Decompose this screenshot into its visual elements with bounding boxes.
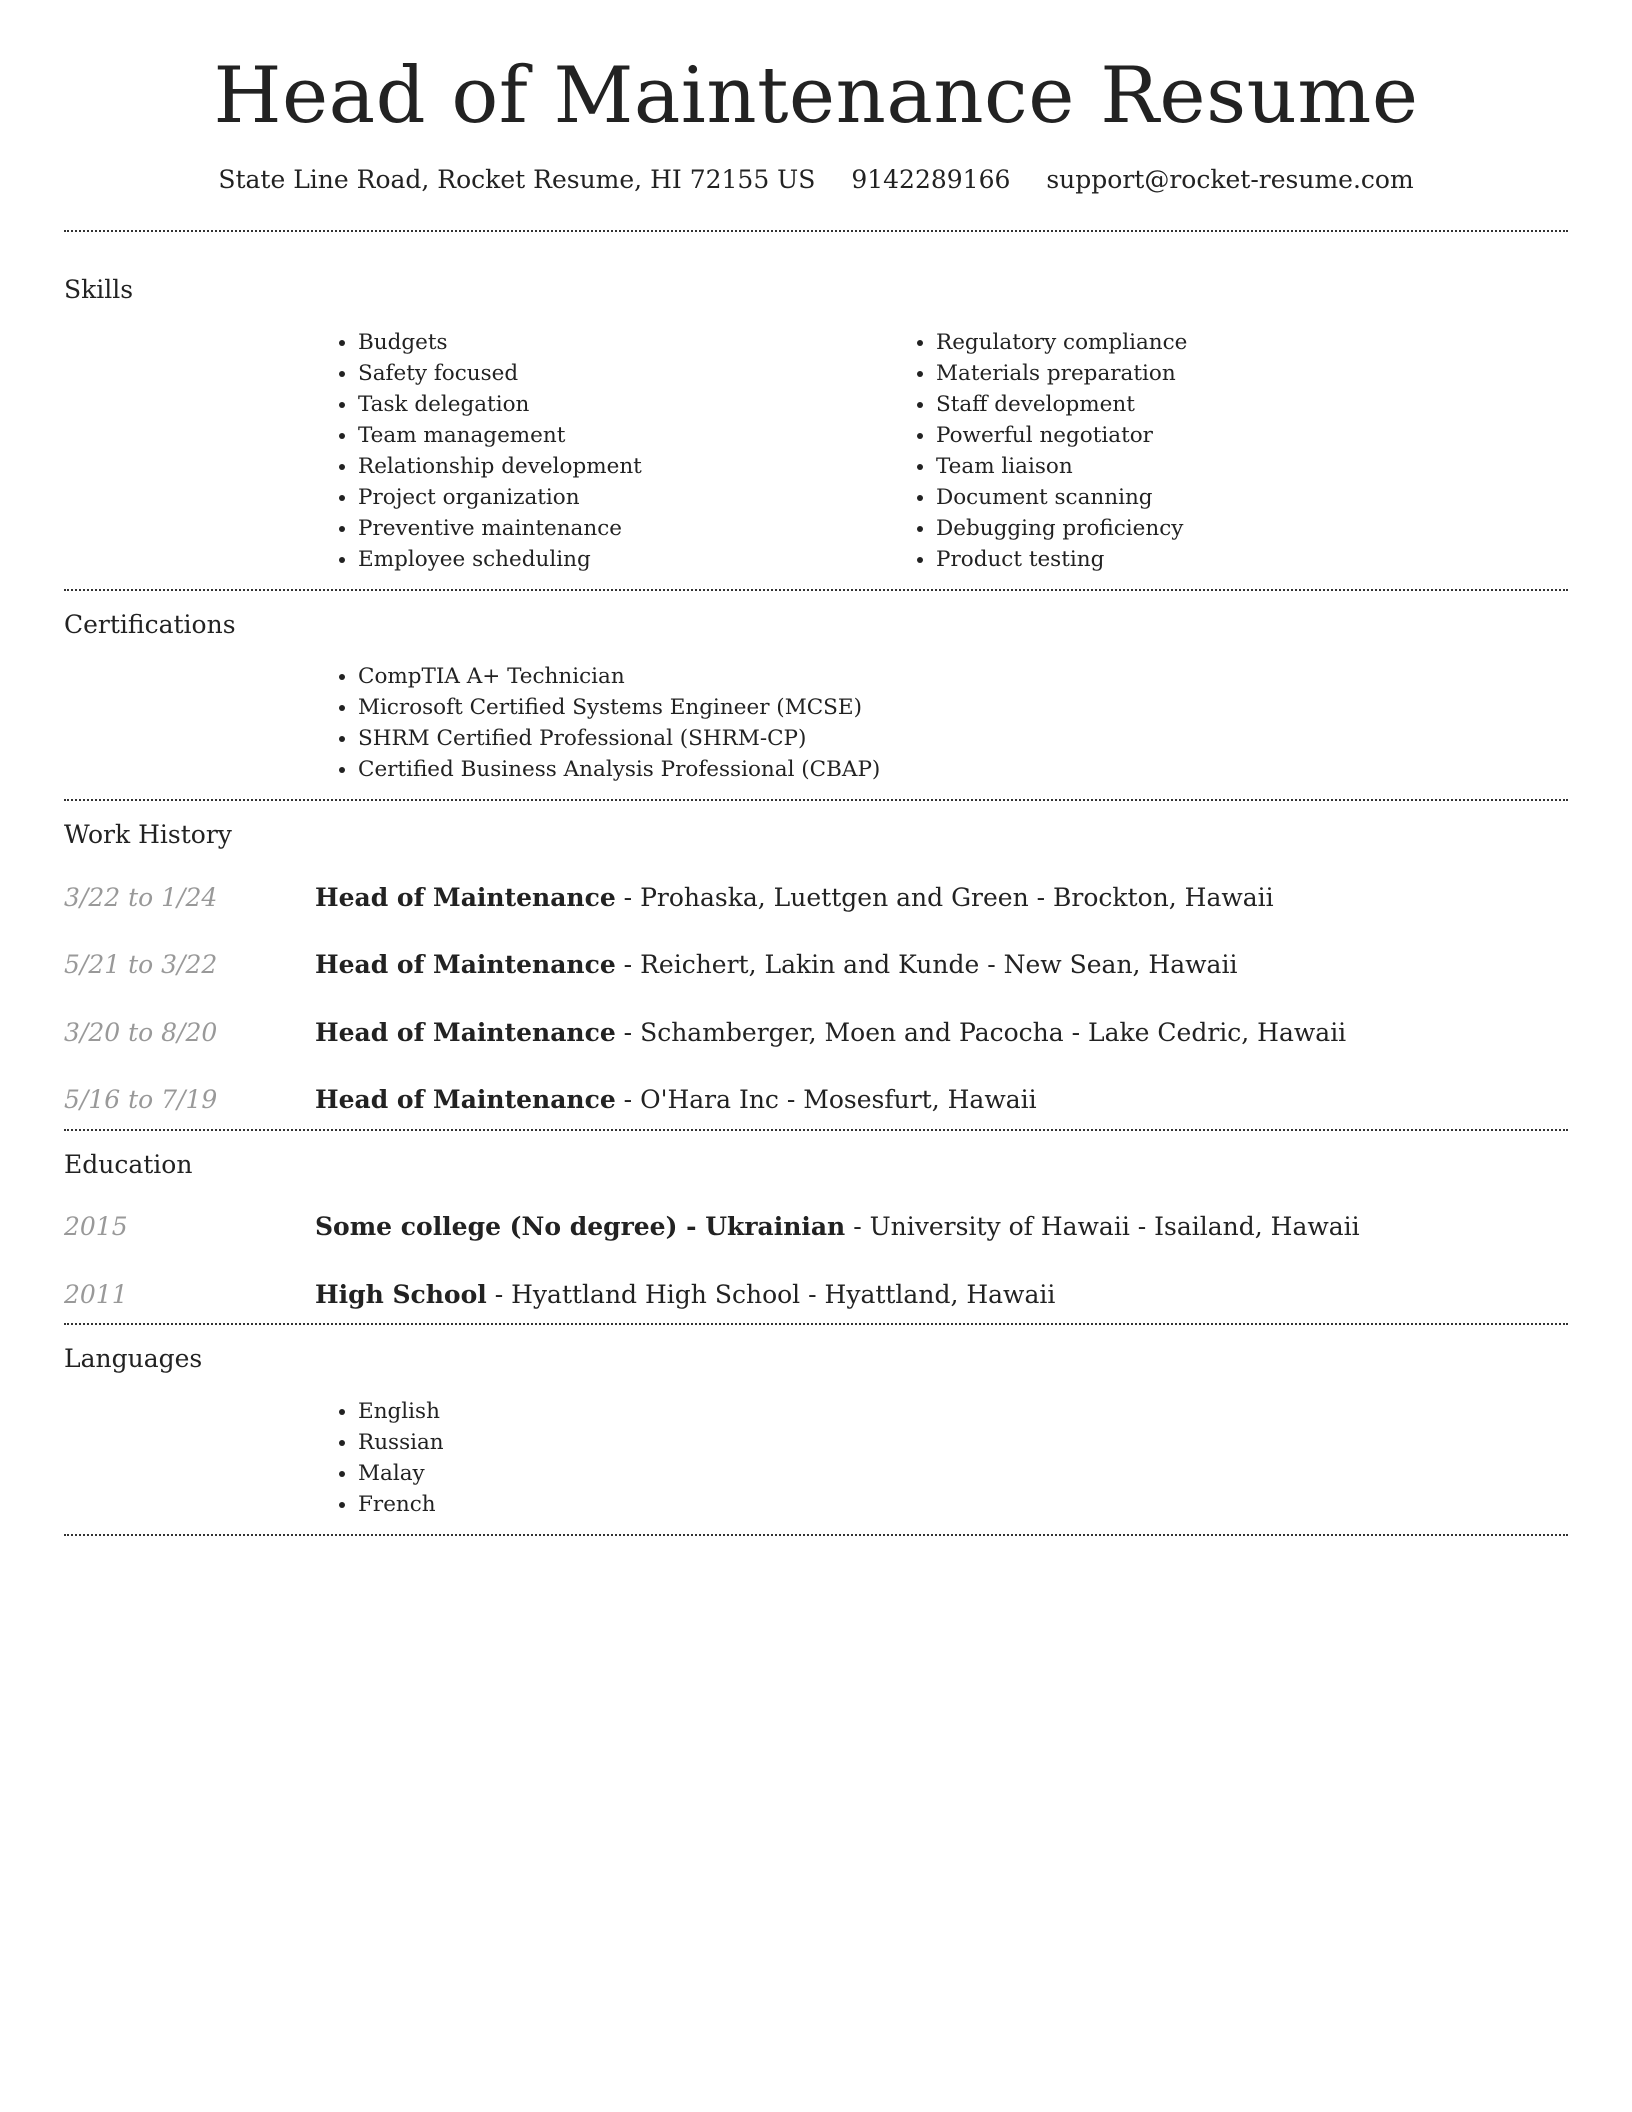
skill-item: • Project organization: [358, 482, 816, 513]
certifications-block: [64, 641, 1568, 799]
languages-block: [64, 1376, 1568, 1534]
skills-column-left: [64, 327, 816, 575]
education-year: 2011: [64, 1279, 128, 1309]
skill-item: • Preventive maintenance: [358, 513, 816, 544]
divider: [64, 1534, 1568, 1536]
skill-item: • Budgets: [358, 327, 816, 358]
certifications-list: [64, 661, 1568, 785]
skill-item: • Powerful negotiator: [936, 420, 1568, 451]
work-dates: 5/16 to 7/19: [64, 1085, 218, 1115]
contact-line: [64, 164, 1568, 197]
page-title: Head of Maintenance Resume: [213, 51, 1419, 141]
education-description: [315, 1279, 1055, 1312]
work-description: [315, 882, 1274, 915]
skills-column-right: [816, 327, 1568, 575]
work-entry: [64, 882, 1568, 915]
job-employer: - Schamberger, Moen and Pacocha - Lake Cedric, Hawaii: [615, 1017, 1347, 1047]
education-entry: [64, 1279, 1568, 1312]
education-year: 2015: [64, 1212, 128, 1242]
skills-heading: Skills: [64, 275, 134, 305]
work-entry: [64, 1084, 1568, 1117]
address-text: State Line Road, Rocket Resume, HI 72155 US: [218, 164, 816, 194]
education-heading: Education: [64, 1149, 193, 1179]
work-history-heading: Work History: [64, 820, 232, 850]
skill-item: • Team liaison: [936, 451, 1568, 482]
work-dates: 3/22 to 1/24: [64, 882, 218, 912]
work-history-section: [64, 801, 1568, 1129]
job-title: Head of Maintenance: [315, 1085, 616, 1115]
work-entry: [64, 1017, 1568, 1050]
education-list: [64, 1181, 1568, 1323]
language-item: • Russian: [358, 1427, 1568, 1458]
skill-item: • Task delegation: [358, 389, 816, 420]
languages-section: [64, 1325, 1568, 1534]
job-employer: - Reichert, Lakin and Kunde - New Sean, Hawaii: [615, 950, 1238, 980]
certification-item: • CompTIA A+ Technician: [358, 661, 1568, 692]
job-title: Head of Maintenance: [315, 1017, 616, 1047]
skill-item: • Relationship development: [358, 451, 816, 482]
education-entry: [64, 1211, 1568, 1244]
degree-name: Some college (No degree) - Ukrainian: [315, 1212, 846, 1242]
degree-name: High School: [315, 1279, 487, 1309]
skill-item: • Materials preparation: [936, 358, 1568, 389]
job-title: Head of Maintenance: [315, 950, 616, 980]
job-employer: - Prohaska, Luettgen and Green - Brockton, Hawaii: [615, 882, 1274, 912]
skill-item: • Employee scheduling: [358, 544, 816, 575]
skill-item: • Document scanning: [936, 482, 1568, 513]
certifications-heading: Certifications: [64, 609, 236, 639]
work-history-list: [64, 852, 1568, 1129]
certifications-section: [64, 591, 1568, 800]
work-description: [315, 1017, 1346, 1050]
language-item: • Malay: [358, 1458, 1568, 1489]
skill-item: • Product testing: [936, 544, 1568, 575]
skills-section: [64, 232, 1568, 589]
languages-heading: Languages: [64, 1344, 203, 1374]
job-title: Head of Maintenance: [315, 882, 616, 912]
certification-item: • SHRM Certified Professional (SHRM-CP): [358, 723, 1568, 754]
school-info: - University of Hawaii - Isailand, Hawaii: [845, 1212, 1360, 1242]
school-info: - Hyattland High School - Hyattland, Hawaii: [486, 1279, 1056, 1309]
skill-item: • Safety focused: [358, 358, 816, 389]
work-description: [315, 1084, 1037, 1117]
education-description: [315, 1211, 1360, 1244]
skill-item: • Staff development: [936, 389, 1568, 420]
phone-text: 9142289166: [851, 164, 1011, 194]
work-dates: 3/20 to 8/20: [64, 1017, 218, 1047]
skill-item: • Debugging proficiency: [936, 513, 1568, 544]
language-item: • English: [358, 1396, 1568, 1427]
languages-list: [64, 1396, 1568, 1520]
email-text: support@rocket-resume.com: [1046, 164, 1414, 194]
language-item: • French: [358, 1489, 1568, 1520]
skills-list-right: [816, 327, 1568, 575]
work-description: [315, 949, 1237, 982]
skills-list-left: [64, 327, 816, 575]
work-entry: [64, 949, 1568, 982]
skill-item: • Team management: [358, 420, 816, 451]
certification-item: • Certified Business Analysis Professional (CBAP): [358, 754, 1568, 785]
work-dates: 5/21 to 3/22: [64, 950, 218, 980]
skills-grid: [64, 307, 1568, 589]
job-employer: - O'Hara Inc - Mosesfurt, Hawaii: [615, 1085, 1037, 1115]
skill-item: • Regulatory compliance: [936, 327, 1568, 358]
certification-item: • Microsoft Certified Systems Engineer (MCSE): [358, 692, 1568, 723]
education-section: [64, 1131, 1568, 1324]
